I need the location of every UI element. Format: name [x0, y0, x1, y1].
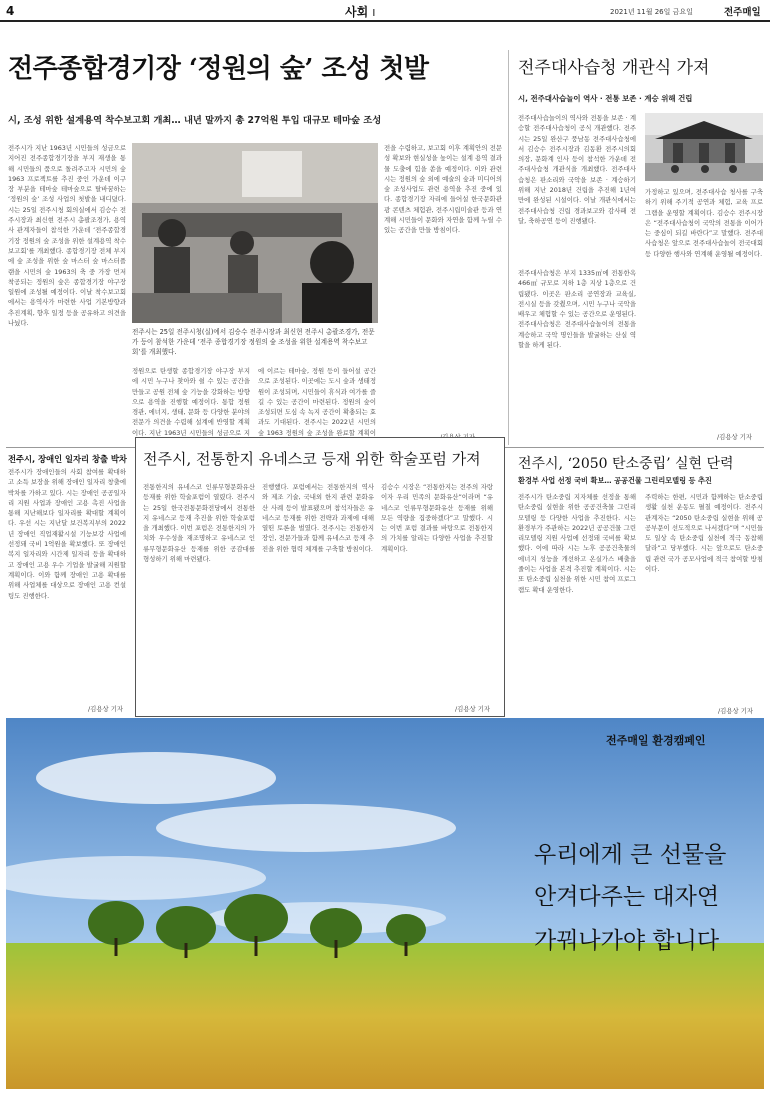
hanok-building-photo [645, 113, 763, 181]
center-col1-text: 전통한지의 유네스코 인류무형문화유산 등재를 위한 학술포럼이 열렸다. 전주시는 25일 한국전통문화전당에서 전통한지 유네스코 등재 추진을 위한 학술포럼을 개최했다. 이번 포럼은 전통한지의 가치와 우수성을 재조명하고 유네스코 인류무형문화유산 등재를 위한 공감대를 형성하기 위해 마련됐다. [143, 483, 255, 564]
main-photo [132, 143, 378, 323]
right-headline: 전주대사습청 개관식 가져 [518, 58, 710, 78]
right-byline: /김용상 기자 [717, 433, 753, 441]
section-name: 사회 [345, 5, 369, 19]
right-box-col2-text: 주력하는 한편, 시민과 함께하는 탄소중립 생활 실천 운동도 펼칠 예정이다. 전주시 관계자는 “2050 탄소중립 실현을 위해 공공부문이 선도적으로 나서겠다”며 “시민들도 일상 속 탄소중립 실천에 적극 동참해 달라”고 당부했다. 시는 앞으로도 탄소중립 관련 국가 공모사업에 적극 참여할 방침이다. [645, 493, 763, 574]
main-col2-text: 정원으로 탄생할 종합경기장 야구장 부지에 시민 누구나 찾아와 쉴 수 있는 공간을 만들고 공원 전체 숲 기능을 강화하는 방향으로 용역을 진행할 예정이다. 통합 정원 경관, 에너지, 생태, 문화 등 다양한 분야의 전문가 의견을 수렴해 설계에 반영할 계획이다. 지난 1963년 시민들의 성금으로 지 [132, 367, 250, 437]
left-box-text: 전주시가 장애인들의 사회 참여를 확대하고 소득 보장을 위해 장애인 일자리 창출에 박차를 가하고 있다. 시는 장애인 공공일자리 지원 사업과 장애인 고용 촉진 사업을 통해 지난해보다 일자리를 확대할 계획이다. 우선 시는 지난달 보건복지부의 2022년 장애인 직업재활시설 기능보강 사업에 선정돼 국비 1억원을 확보했다. 또 장애인 복지 일자리와 시간제 일자리 등을 확대하고 장애인 고용 우수 기업을 발굴해 지원할 계획이다. 이와 함께 장애인 고용 확대를 위해 사업체를 대상으로 장애인 고용 컨설팅도 진행한다. [8, 468, 126, 600]
main-col3-text: 에 이르는 테마숲, 정원 등이 들어설 공간으로 조성된다. 이곳에는 도시 숲과 생태정원이 조성되며, 시민들이 휴식과 여가를 즐길 수 있는 공간이 마련된다. 정원의 숲이 조성되면 도심 속 녹지 공간이 확충되는 효과도 기대된다. 전주시는 2022년 시민의 숲 1963 정원의 숲 조성을 완료할 계획이 [258, 367, 376, 437]
center-col2-text: 진행했다. 포럼에서는 전통한지의 역사와 제조 기술, 국내외 한지 관련 문화유산 사례 등이 발표됐으며 참석자들은 유네스코 등재를 위한 전략과 과제에 대해 열띤 토론을 벌였다. 전주시는 전통한지 장인, 전문가들과 함께 유네스코 등재 추진을 위한 협력 체계를 구축할 방침이다. [262, 483, 374, 553]
campaign-line1: 우리에게 큰 선물을 [534, 842, 727, 868]
left-box-byline: /김용상 기자 [88, 705, 124, 713]
campaign-line3: 가꿔나가야 합니다 [534, 928, 720, 954]
center-box-headline: 전주시, 전통한지 유네스코 등재 위한 학술포럼 가져 [143, 450, 481, 468]
center-col3-text: 김승수 시장은 “전통한지는 전주의 자랑이자 우리 민족의 문화유산”이라며 “유네스코 인류무형문화유산 등재를 위해 모든 역량을 집중하겠다”고 말했다. 시는 이번 포럼 결과를 바탕으로 전통한지의 가치를 알리는 다양한 사업을 추진할 계획이다. [381, 483, 493, 553]
campaign-ad [6, 718, 764, 1089]
right-col3-text: 가정하고 있으며, 전주대사습 청사를 구축하기 위해 주기적 공연과 체험, 교육 프로그램을 운영할 계획이다. 김승수 전주시장은 “전주대사습청이 국악의 전통을 이어가는 중심이 되길 바란다”고 말했다. 전주대사습청은 앞으로 전주대사습놀이 전국대회 등 다양한 행사와 연계해 운영될 예정이다. [645, 188, 763, 258]
column-divider [508, 50, 509, 445]
right-box-headline: 전주시, ‘2050 탄소중립’ 실현 단력 [518, 456, 734, 472]
paper-name: 전주매일 [724, 7, 761, 18]
meeting-photo [132, 143, 378, 323]
right-box-byline: /김용상 기자 [718, 707, 754, 715]
header-rule [0, 20, 770, 22]
left-box-headline: 전주시, 장애인 일자리 창출 박차 [8, 454, 127, 464]
campaign-line2: 안겨다주는 대자연 [534, 884, 720, 910]
main-col4-text: 전을 수렴하고, 보고회 이후 계획안의 전문성 확보와 현실성을 높이는 설계 용역 결과물 도출에 힘을 쏟을 예정이다. 이와 관련 시는 정원의 숲 외에 예술의 숲과 미디어의 숲 조성사업도 관련 용역을 추진 중에 있다. 종합경기장 자리에 들어설 한국문화관광 콘텐츠 체험관, 전주시립미술관 등과 연계해 시민들이 문화와 자연을 함께 누릴 수 있는 공간을 만들 방침이다. [384, 144, 502, 235]
section-mark: I [372, 8, 376, 19]
right-col1-text: 전주대사습놀이의 역사와 전통을 보존 · 계승할 전주대사습청이 공식 개관했다. 전주시는 25일 완산구 풍남동 전주대사습청에서 김승수 전주시장과 김동환 전주시의회 의장, 문화계 인사 등이 참석한 가운데 전주대사습청 개관식을 개최했다. 전주대사습청은 판소리와 국악을 보존 · 계승하기 위해 지난 2018년 건립을 추진해 1년여 만에 완성된 시설이다. 이날 개관식에서는 전주대사습청 건립 경과보고와 감사패 전달, 축하공연 등이 진행됐다. [518, 114, 636, 225]
main-headline: 전주종합경기장 ‘정원의 숲’ 조성 첫발 [8, 54, 429, 84]
right-box-col1-text: 전주시가 탄소중립 지자체를 선정을 통해 탄소중립 실현을 위한 공공건축물 그린리모델링 등 다양한 사업을 추진한다. 시는 환경부가 주관하는 2022년 공공건물 그린리모델링 지원 사업에 선정돼 국비를 확보했다. 이에 따라 시는 노후 공공건축물의 에너지 성능을 개선하고 온실가스 배출을 줄이는 사업을 본격 추진할 계획이다. 시는 또 탄소중립 실천을 위한 시민 참여 프로그램도 확대 운영한다. [518, 493, 636, 594]
section-title [345, 3, 375, 20]
main-subhead: 시, 조성 위한 설계용역 착수보고회 개최… 내년 말까지 총 27억원 투입 대규모 테마숲 조성 [8, 115, 382, 126]
right-col2-text: 전주대사습청은 부지 1335㎡에 전통한옥 466㎡ 규모로 지하 1층 지상 1층으로 건립됐다. 이곳은 판소리 공연장과 교육실, 전시실 등을 갖췄으며, 시민 누구나 국악을 배우고 체험할 수 있는 공간으로 운영된다. 전주대사습청은 전주대사습놀이의 전통을 계승하고 국악 명인들을 발굴하는 산실 역할을 하게 된다. [518, 269, 636, 350]
main-col1-text: 전주시가 지난 1963년 시민들의 성금으로 지어진 전주종합경기장을 부지 재생을 통해 시민들의 품으로 돌려주고자 시민의 숲 1963 프로젝트를 추진 중인 가운데 이구장 부분을 테마숲 테마숲으로 탈바꿈하는 ‘정원의 숲’ 조성 사업의 첫발을 내디뎠다. 시는 25일 전주시청 회의실에서 김승수 전주시장과 최신현 전주시 총괄조경가, 용역사 관계자들이 참석한 가운데 ‘전주종합경기장 정원의 숲 조성을 위한 설계용역 착수보고회’를 개최했다. 종합경기장 전체 부지에 숲 조성을 위한 숲 마스터 숲 마스터플랜을 시민의 숲 1963의 축 중 가장 먼저 착공되는 정원의 숲은 종합경기장 야구장 일원에 조성될 예정이다. 이날 착수보고회에서는 용역사가 마련한 사업 기본방향과 추진계획, 향후 일정 등을 공유하고 의견을 나눴다. [8, 144, 126, 328]
right-box-subhead: 환경부 사업 선정 국비 확보… 공공건물 그린리모델링 등 추진 [518, 476, 712, 485]
center-box-byline: /김용상 기자 [455, 705, 491, 713]
right-photo [645, 113, 763, 181]
right-subhead: 시, 전주대사습놀이 역사 · 전통 보존 · 계승 위해 건립 [518, 94, 693, 103]
campaign-label: 전주매일 환경캠페인 [606, 734, 706, 747]
main-photo-caption: 전주시는 25일 전주시청(실)에서 김승수 전주시장과 최신현 전주시 총괄조경가, 전문가 등이 참석한 가운데 ‘전주 종합경기장 정원의 숲 조성을 위한 설계용역 착수보고회’를 개최했다. [132, 328, 375, 356]
page-number: 4 [6, 4, 15, 18]
issue-date: 2021년 11월 26일 금요일 [610, 8, 693, 16]
